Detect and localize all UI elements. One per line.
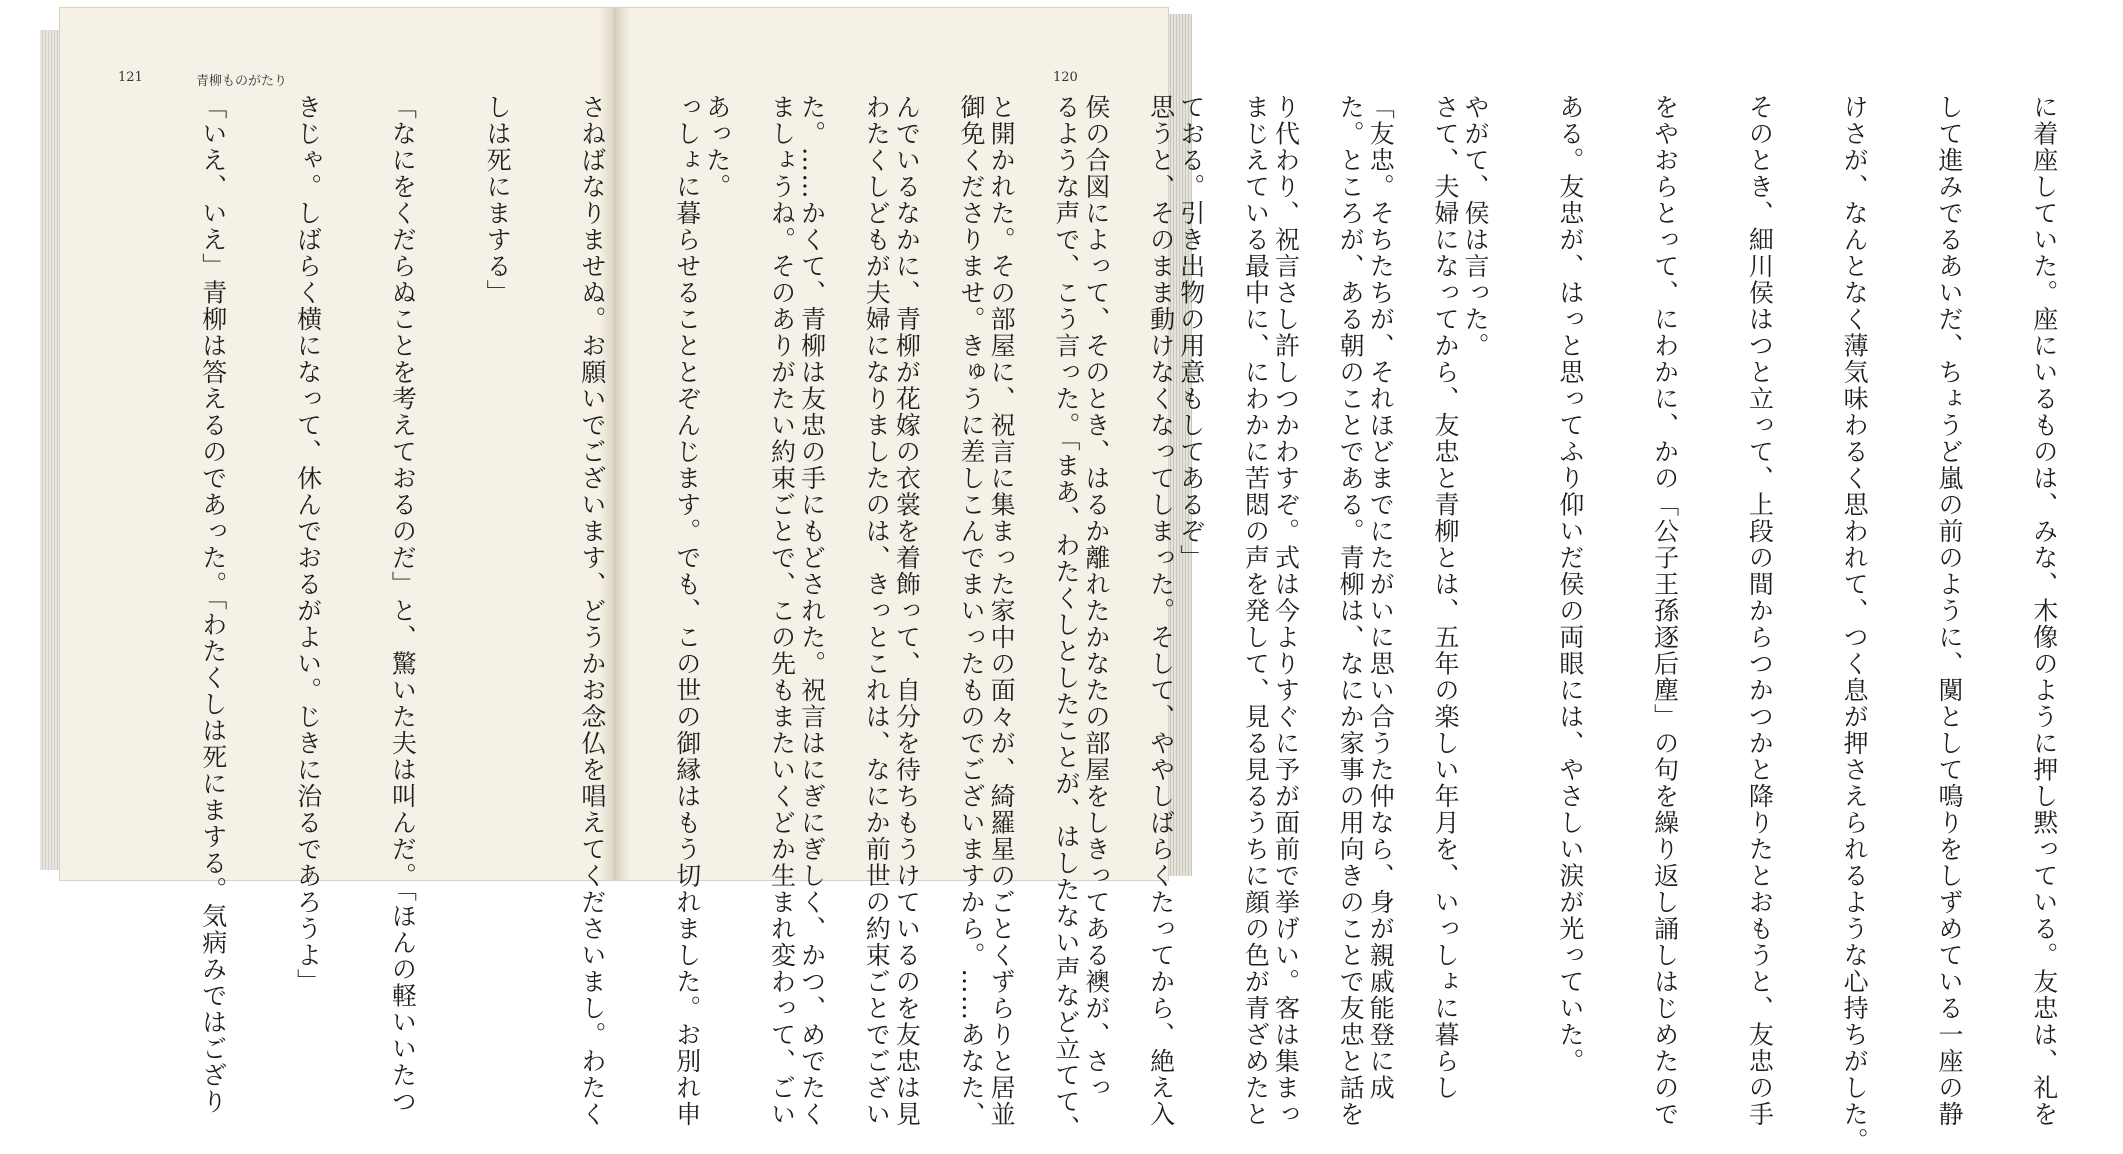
right-line-12: と開かれた。その部屋に、祝言に集まった家中の面々が、綺羅星のごとくずらりと居並 [987, 94, 1017, 1128]
right-line-9: り代わり、祝言さし許しつかわすぞ。式は今よりすぐに予が面前で挙げい。客は集まっ [1271, 94, 1301, 1128]
right-line-5: をやおらとって、にわかに、かの「公子王孫逐后塵」の句を繰り返し誦しはじめたので [1650, 94, 1680, 1128]
right-line-10: ておる。引き出物の用意もしてあるぞ」 [1176, 94, 1206, 571]
book-spread [60, 8, 2059, 1154]
right-page-number: 120 [1053, 70, 1078, 85]
left-line-8: ましょうね。そのありがたい約束ごとで、この先もまたいくどか生まれ変わって、ごい [767, 94, 797, 1128]
right-line-6: ある。友忠が、はっと思ってふり仰いだ侯の両眼には、やさしい涙が光っていた。 [1555, 94, 1585, 1075]
left-line-11: しは死にまする」 [483, 94, 513, 306]
right-line-13: んでいるなかに、青柳が花嫁の衣裳を着飾って、自分を待ちもうけているのを友忠は見 [892, 94, 922, 1128]
left-line-5: るような声で、こう言った。「まあ、わたくしとしたことが、はしたない声など立てて、 [1051, 94, 1081, 1142]
left-line-4: 思うと、そのまま動けなくなってしまった。そして、ややしばらくたってから、絶え入 [1146, 94, 1176, 1128]
page-block-edge-left [40, 30, 60, 870]
left-line-6: 御免くださりませ。きゅうに差しこんでまいったものでございますから。……あなた、 [957, 94, 987, 1128]
left-page-number: 121 [118, 70, 143, 85]
left-line-14: 「いえ、いえ」青柳は答えるのであった。「わたくしは死にまする。気病みではござり [198, 94, 228, 1115]
right-line-1: に着座していた。座にいるものは、みな、木像のように押し黙っている。友忠は、礼を [2029, 94, 2059, 1128]
right-line-4: そのとき、細川侯はつと立って、上段の間からつかつかと降りたとおもうと、友忠の手 [1745, 94, 1775, 1128]
left-line-9: っしょに暮らせることとぞんじます。でも、この世の御縁はもう切れました。お別れ申 [672, 94, 702, 1128]
left-running-title: 青柳ものがたり [196, 74, 288, 89]
left-line-10: さねばなりませぬ。お願いでございます、どうかお念仏を唱えてくださいまし。わたく [577, 94, 607, 1128]
right-line-11: 侯の合図によって、そのとき、はるか離れたかなたの部屋をしきってある襖が、さっ [1081, 94, 1111, 1101]
left-line-3: まじえている最中に、にわかに苦悶の声を発して、見る見るうちに顔の色が青ざめたと [1241, 94, 1271, 1128]
left-line-7: わたくしどもが夫婦になりましたのは、きっとこれは、なにか前世の約束ごとでござい [862, 94, 892, 1128]
right-page-body [638, 94, 2123, 1154]
left-line-1: さて、夫婦になってから、友忠と青柳とは、五年の楽しい年月を、いっしょに暮らし [1430, 94, 1460, 1101]
right-line-8: 「友忠。そちたちが、それほどまでにたがいに思い合うた仲なら、身が親戚能登に成 [1366, 94, 1396, 1101]
right-line-3: けさが、なんとなく薄気味わるく思われて、つく息が押さえられるような心持ちがした。 [1840, 94, 1870, 1154]
right-line-14: た。……かくて、青柳は友忠の手にもどされた。祝言はにぎにぎしく、かつ、めでたく [797, 94, 827, 1128]
right-line-2: して進みでるあいだ、ちょうど嵐の前のように、闃として鳴りをしずめている一座の静 [1934, 94, 1964, 1128]
left-line-2: た。ところが、ある朝のことである。青柳は、なにか家事の用向きのことで友忠と話を [1336, 94, 1366, 1128]
left-line-12: 「なにをくだらぬことを考えておるのだ」と、驚いた夫は叫んだ。「ほんの軽いいたつ [388, 94, 418, 1115]
right-line-15: あった。 [702, 94, 732, 200]
left-line-13: きじゃ。しばらく横になって、休んでおるがよい。じきに治るであろうよ」 [293, 94, 323, 995]
right-line-7: やがて、侯は言った。 [1461, 94, 1491, 359]
